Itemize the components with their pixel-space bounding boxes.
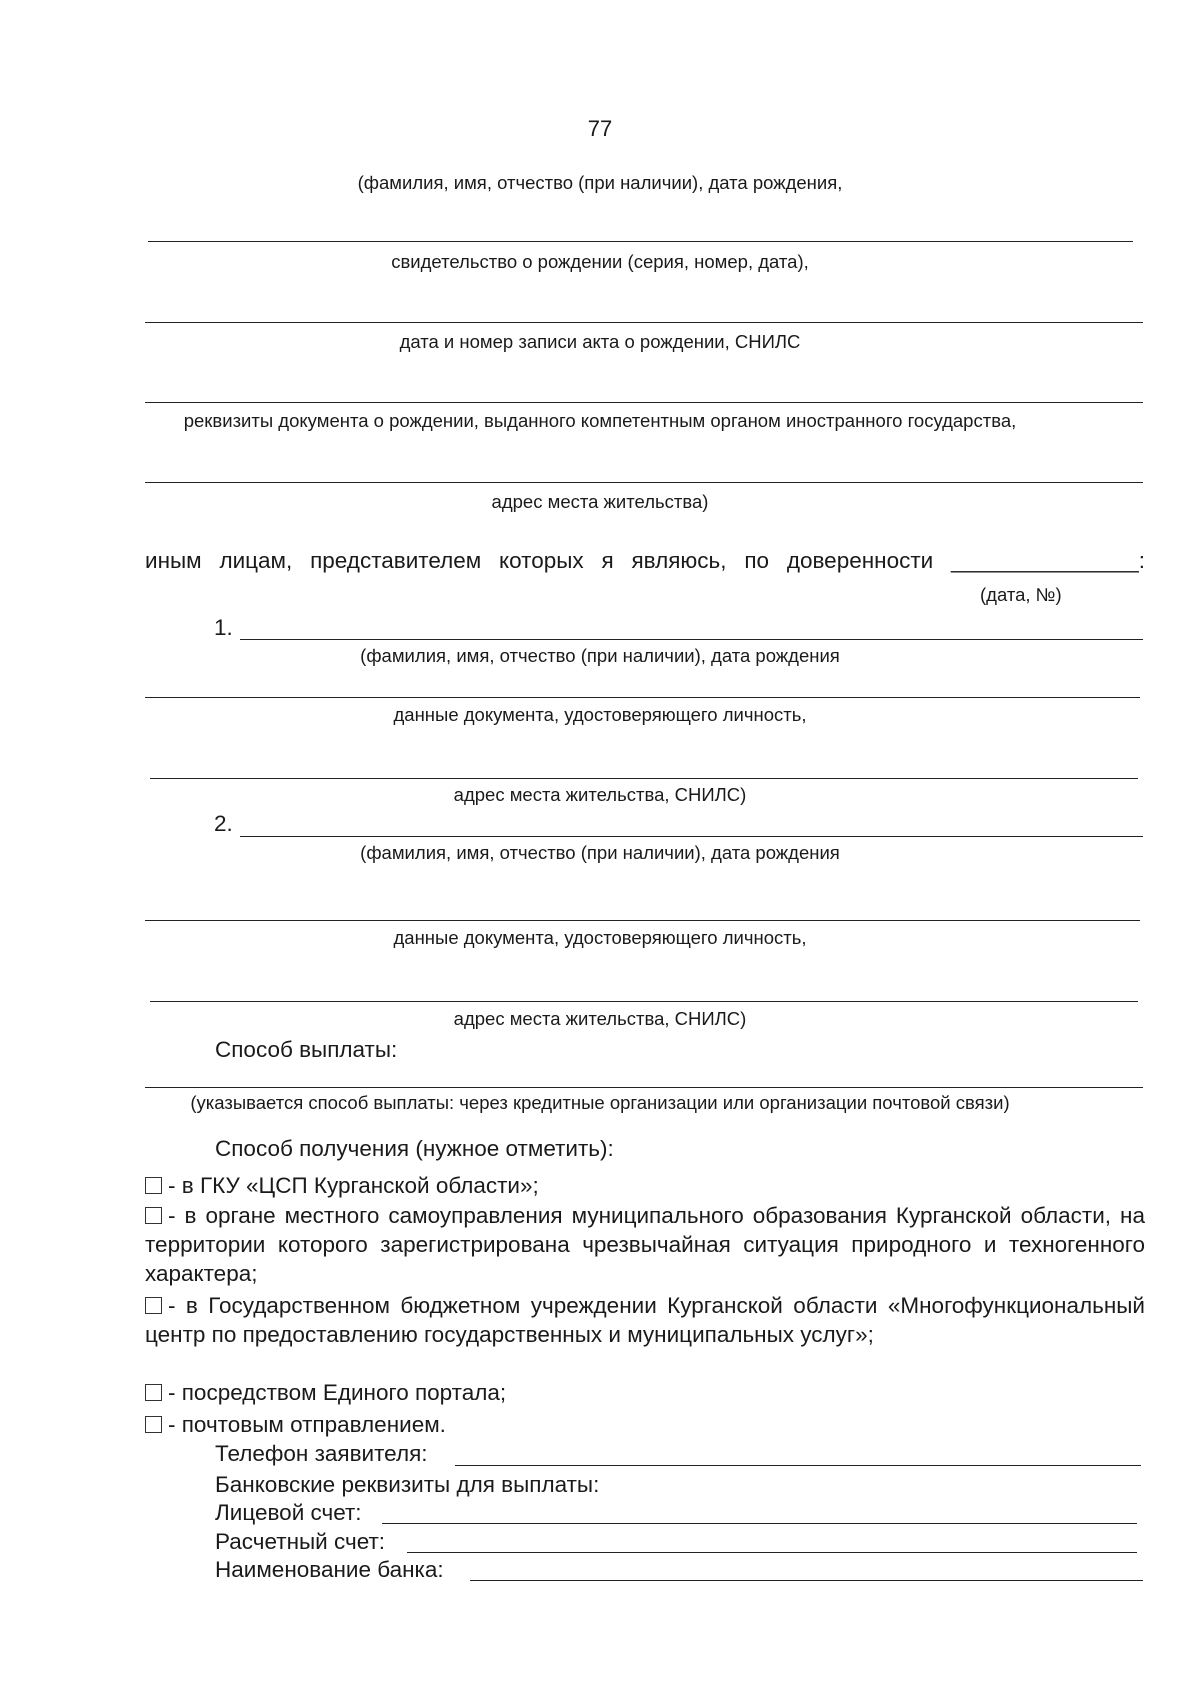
option-mfc-label: - в Государственном бюджетном учреждении Курганской области «Многофункциональный центр по предоставлению государственных и муниципальных услуг»; bbox=[145, 1293, 1145, 1347]
person-2-caption-document: данные документа, удостоверяющего личность, bbox=[393, 927, 807, 948]
option-postal[interactable] bbox=[145, 1411, 446, 1439]
receipt-method-label: Способ получения (нужное отметить): bbox=[215, 1136, 614, 1161]
person-2-caption-fio: (фамилия, имя, отчество (при наличии), дата рождения bbox=[360, 842, 840, 863]
checkbox-postal[interactable] bbox=[145, 1416, 162, 1433]
fill-line-birth-record[interactable] bbox=[145, 402, 1143, 403]
option-unified-portal-label: - посредством Единого портала; bbox=[168, 1380, 507, 1405]
caption-residence-address: адрес места жительства) bbox=[491, 491, 709, 512]
person-1-fill-line-fio[interactable] bbox=[240, 639, 1143, 640]
caption-birth-record-snils: дата и номер записи акта о рождении, СНИЛС bbox=[399, 331, 801, 352]
person-2-fill-line-address[interactable] bbox=[150, 1001, 1138, 1002]
option-gku-csp[interactable] bbox=[145, 1172, 539, 1200]
bank-name-label: Наименование банка: bbox=[215, 1557, 444, 1582]
phone-label: Телефон заявителя: bbox=[215, 1441, 428, 1466]
option-postal-label: - почтовым отправлением. bbox=[168, 1412, 446, 1437]
person-1-caption-address: адрес места жительства, СНИЛС) bbox=[453, 784, 747, 805]
person-2-number: 2. bbox=[214, 811, 233, 836]
fill-line-foreign-document[interactable] bbox=[145, 482, 1143, 483]
settlement-account-label: Расчетный счет: bbox=[215, 1529, 386, 1554]
person-2-caption-address: адрес места жительства, СНИЛС) bbox=[453, 1008, 747, 1029]
person-1-caption-fio: (фамилия, имя, отчество (при наличии), дата рождения bbox=[360, 645, 840, 666]
bank-details-header: Банковские реквизиты для выплаты: bbox=[215, 1472, 600, 1497]
checkbox-unified-portal[interactable] bbox=[145, 1384, 162, 1401]
payment-method-caption: (указывается способ выплаты: через кредитные организации или организации почтовой связи) bbox=[190, 1092, 1010, 1113]
option-unified-portal[interactable] bbox=[145, 1379, 506, 1407]
bank-name-fill-line[interactable] bbox=[470, 1580, 1143, 1581]
checkbox-gku-csp[interactable] bbox=[145, 1177, 162, 1194]
fill-line-fio[interactable] bbox=[148, 241, 1133, 242]
person-1-fill-line-document[interactable] bbox=[145, 697, 1140, 698]
person-1-caption-document: данные документа, удостоверяющего личность, bbox=[393, 704, 807, 725]
settlement-account-fill-line[interactable] bbox=[407, 1552, 1137, 1553]
option-local-government-label: - в органе местного самоуправления муниципального образования Курганской области, на территории которого зарегистрирована чрезвычайная ситуация природного и техногенного характера; bbox=[145, 1203, 1145, 1286]
personal-account-label: Лицевой счет: bbox=[215, 1500, 362, 1525]
payment-method-label: Способ выплаты: bbox=[215, 1037, 398, 1062]
representative-line: иным лицам, представителем которых я являюсь, по доверенности _______________: bbox=[145, 548, 1145, 573]
person-2-fill-line-document[interactable] bbox=[145, 920, 1140, 921]
caption-fio-birthdate: (фамилия, имя, отчество (при наличии), дата рождения, bbox=[357, 172, 843, 193]
option-gku-csp-label: - в ГКУ «ЦСП Курганской области»; bbox=[168, 1173, 539, 1198]
phone-fill-line[interactable] bbox=[455, 1465, 1141, 1466]
page-number: 77 bbox=[587, 116, 613, 141]
caption-birth-certificate: свидетельство о рождении (серия, номер, дата), bbox=[391, 251, 809, 272]
checkbox-local-government[interactable] bbox=[145, 1207, 162, 1224]
option-mfc[interactable] bbox=[145, 1291, 1145, 1349]
payment-method-fill-line[interactable] bbox=[145, 1087, 1143, 1088]
caption-date-number: (дата, №) bbox=[980, 584, 1062, 605]
fill-line-birth-certificate[interactable] bbox=[145, 322, 1143, 323]
person-2-fill-line-fio[interactable] bbox=[240, 836, 1143, 837]
person-1-fill-line-address[interactable] bbox=[150, 778, 1138, 779]
person-1-number: 1. bbox=[214, 615, 233, 640]
checkbox-mfc[interactable] bbox=[145, 1297, 162, 1314]
option-local-government[interactable] bbox=[145, 1201, 1145, 1288]
caption-foreign-birth-document: реквизиты документа о рождении, выданного компетентным органом иностранного государства, bbox=[183, 410, 1017, 431]
personal-account-fill-line[interactable] bbox=[382, 1523, 1137, 1524]
